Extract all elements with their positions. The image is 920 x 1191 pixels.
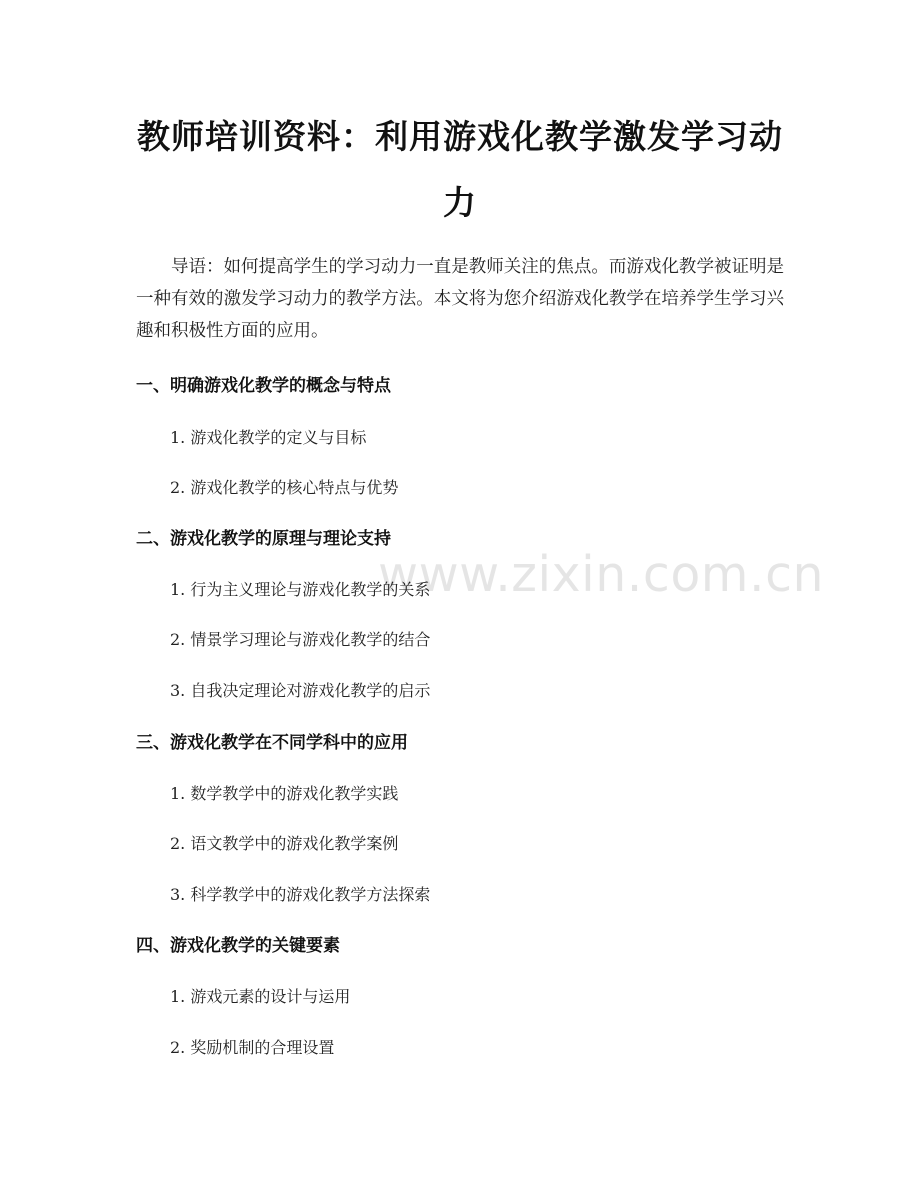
section-2-item-1: 1. 行为主义理论与游戏化教学的关系	[170, 580, 431, 599]
section-4-item-1: 1. 游戏元素的设计与运用	[170, 987, 351, 1006]
section-heading-2: 二、游戏化教学的原理与理论支持	[136, 529, 391, 549]
section-2-item-2: 2. 情景学习理论与游戏化教学的结合	[170, 630, 431, 649]
section-1-item-1: 1. 游戏化教学的定义与目标	[170, 428, 367, 447]
watermark-text: www.zixin.com.cn	[378, 546, 825, 603]
section-3-item-3: 3. 科学教学中的游戏化教学方法探索	[170, 885, 431, 904]
intro-paragraph: 导语：如何提高学生的学习动力一直是教师关注的焦点。而游戏化教学被证明是一种有效的激发学习动力的教学方法。本文将为您介绍游戏化教学在培养学生学习兴趣和积极性方面的应用。	[136, 257, 784, 341]
section-heading-3: 三、游戏化教学在不同学科中的应用	[136, 733, 408, 753]
section-4-item-2: 2. 奖励机制的合理设置	[170, 1038, 335, 1057]
document-title: 教师培训资料：利用游戏化教学激发学习动力	[137, 117, 783, 222]
section-3-item-1: 1. 数学教学中的游戏化教学实践	[170, 784, 399, 803]
section-heading-4: 四、游戏化教学的关键要素	[136, 936, 340, 956]
section-3-item-2: 2. 语文教学中的游戏化教学案例	[170, 834, 399, 853]
section-heading-1: 一、明确游戏化教学的概念与特点	[136, 376, 391, 396]
section-2-item-3: 3. 自我决定理论对游戏化教学的启示	[170, 681, 431, 700]
section-1-item-2: 2. 游戏化教学的核心特点与优势	[170, 478, 399, 497]
